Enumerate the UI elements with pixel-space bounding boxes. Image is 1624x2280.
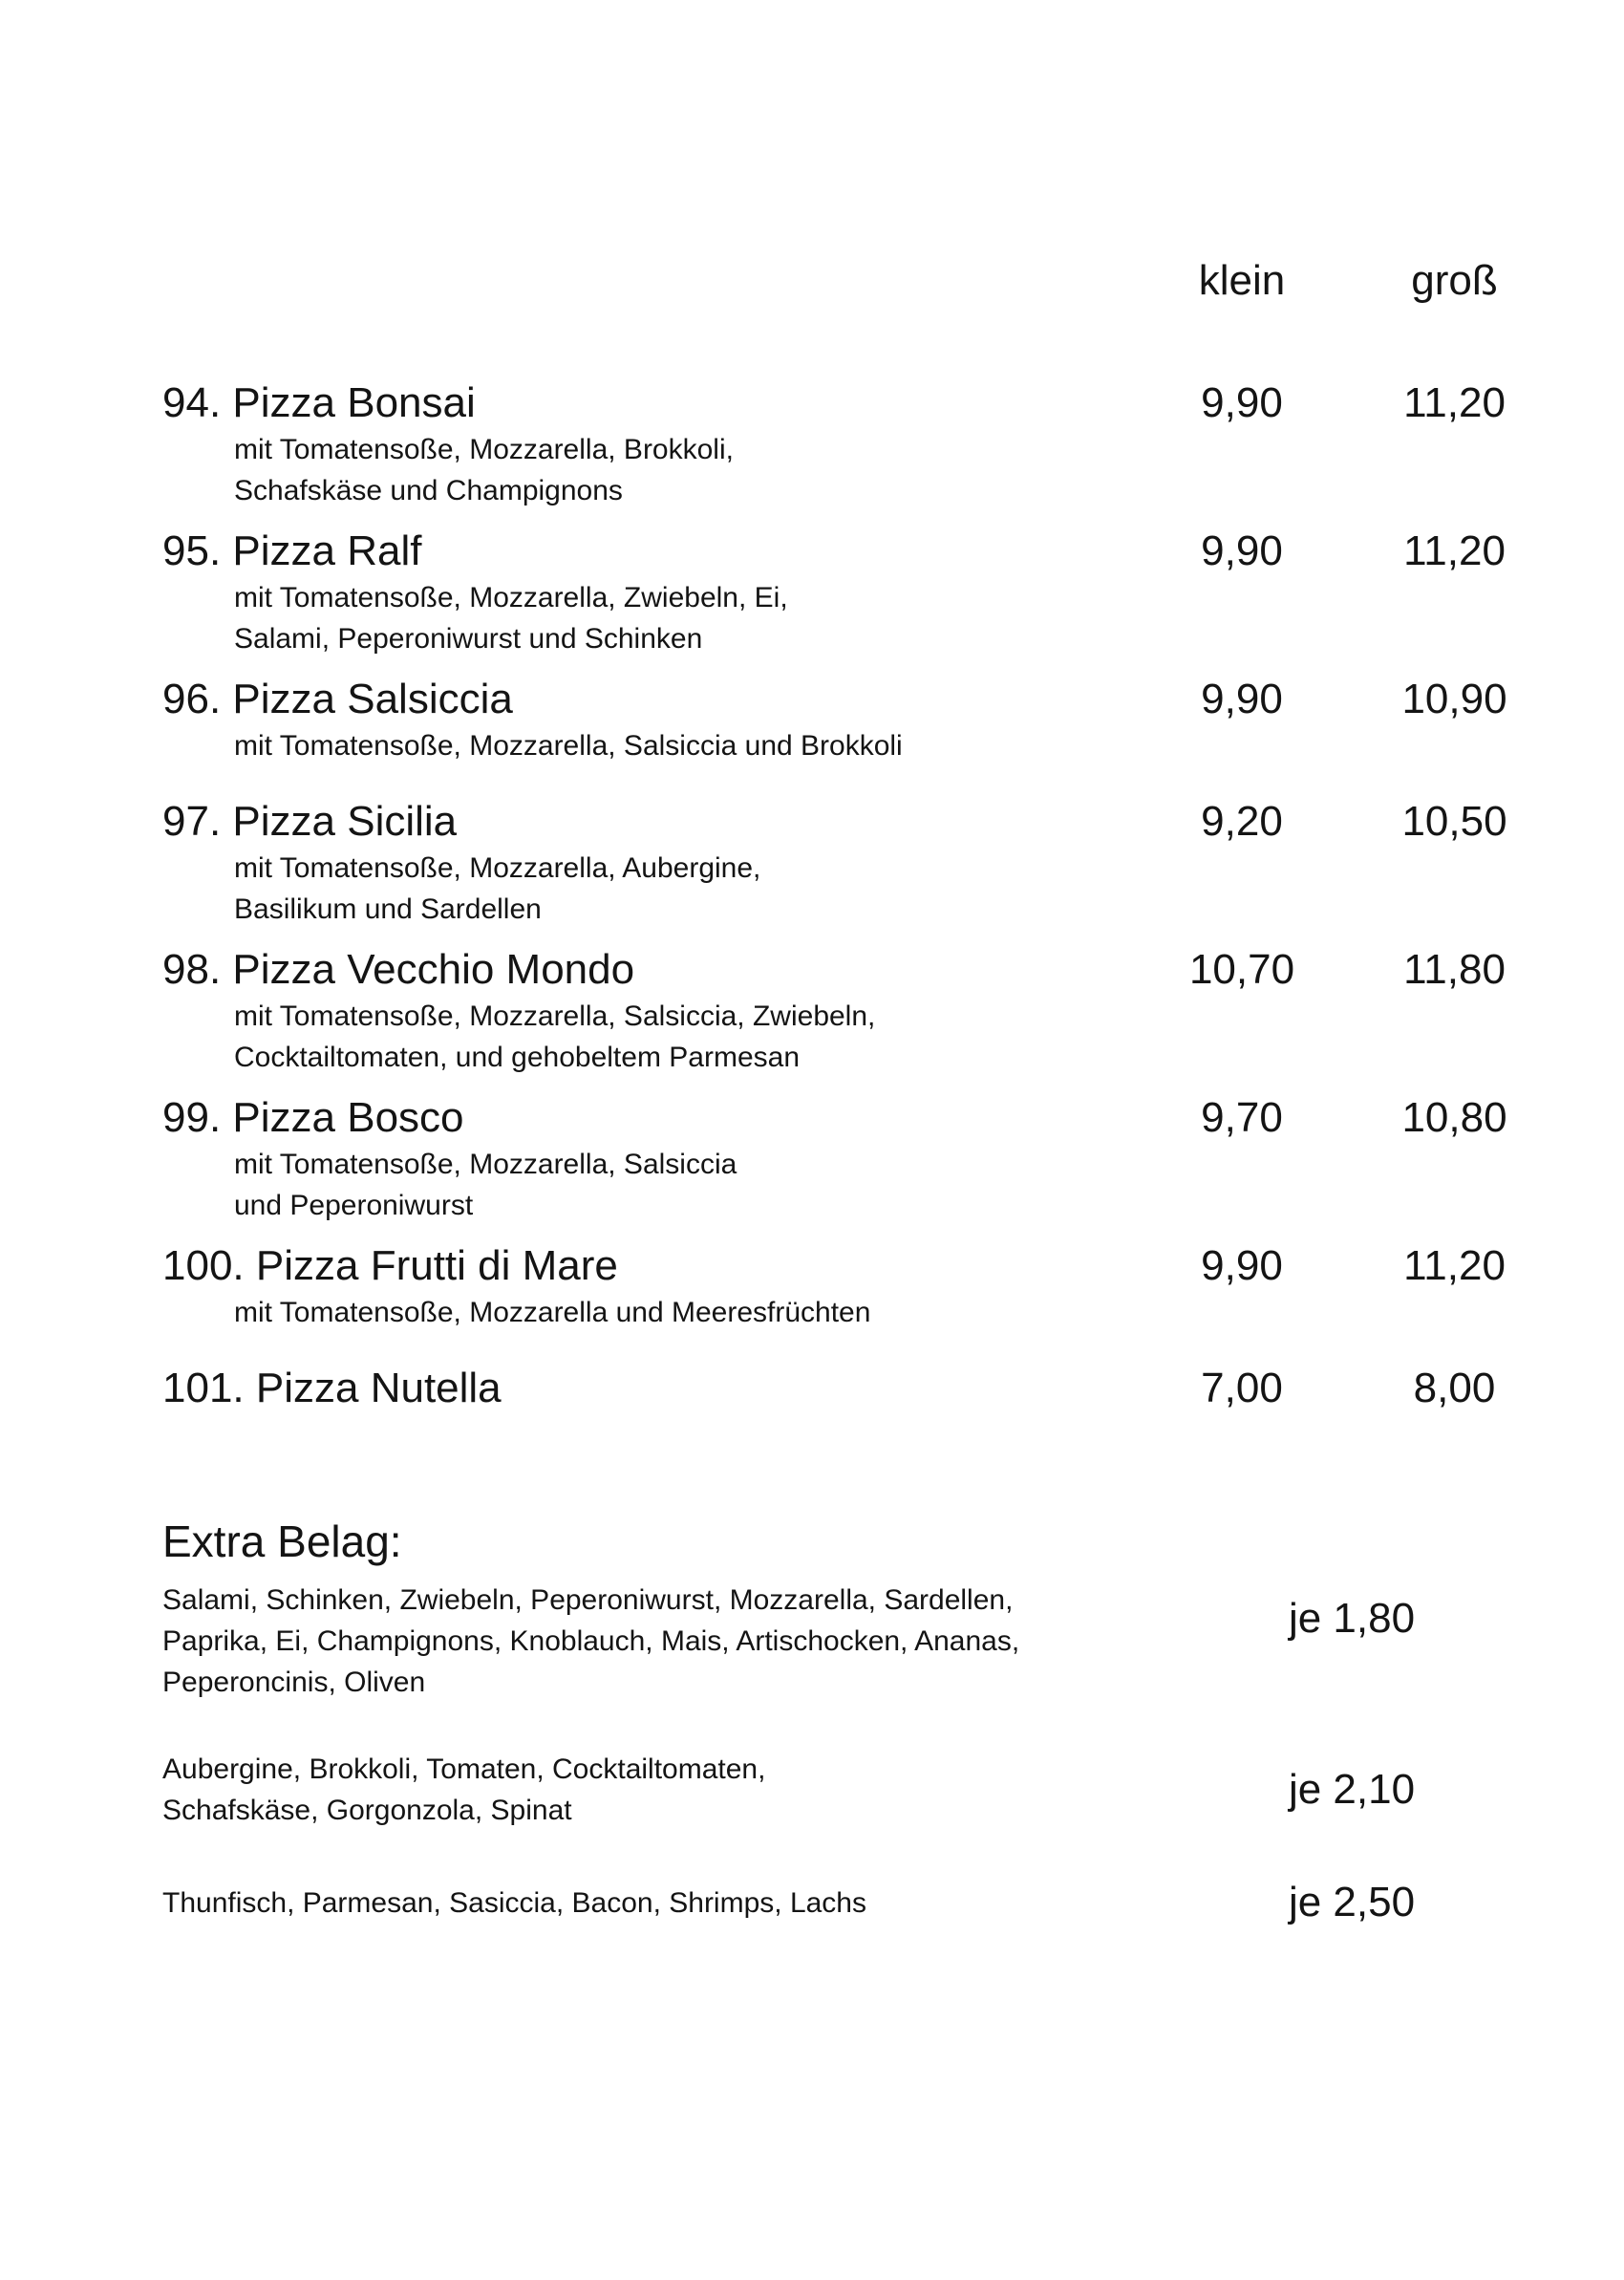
menu-item-95 (162, 526, 1557, 659)
item-price-small: 9,90 (1201, 676, 1283, 722)
item-number: 100. (162, 1242, 245, 1289)
extras-section (162, 1513, 1557, 1928)
item-price-large: 10,50 (1401, 798, 1507, 845)
description-line: mit Tomatensoße, Mozzarella, Aubergine, (234, 852, 761, 884)
description-line: mit Tomatensoße, Mozzarella, Brokkoli, (234, 434, 734, 465)
item-title (162, 796, 1132, 848)
extras-ingredient-list (162, 1749, 1242, 1831)
item-price-large: 8,00 (1413, 1365, 1496, 1411)
menu-item-99 (162, 1092, 1557, 1226)
extras-line: Paprika, Ei, Champignons, Knoblauch, Mais, Artischocken, Ananas, (162, 1625, 1020, 1657)
item-name: Pizza Frutti di Mare (255, 1242, 618, 1289)
item-row (162, 1240, 1557, 1292)
item-number: 98. (162, 946, 222, 993)
item-number: 99. (162, 1094, 222, 1141)
item-title (162, 944, 1132, 996)
item-price-large: 11,20 (1403, 1242, 1506, 1289)
item-title (162, 526, 1132, 577)
menu-item-101 (162, 1363, 1557, 1414)
description-line: Cocktailtomaten, und gehobeltem Parmesan (234, 1042, 801, 1073)
item-number: 95. (162, 527, 222, 574)
item-number: 97. (162, 798, 222, 845)
extras-price: je 1,80 (1288, 1595, 1416, 1642)
extras-group-2 (162, 1749, 1557, 1831)
item-row (162, 944, 1557, 996)
item-price-large: 11,20 (1403, 379, 1506, 426)
item-number: 101. (162, 1365, 245, 1411)
description-line: Basilikum und Sardellen (234, 893, 542, 925)
item-title (162, 1363, 1132, 1414)
item-name: Pizza Nutella (255, 1365, 502, 1411)
description-line: mit Tomatensoße, Mozzarella, Zwiebeln, Ei, (234, 582, 788, 613)
item-price-large: 10,90 (1401, 676, 1507, 722)
extras-ingredient-list (162, 1580, 1242, 1703)
description-line: mit Tomatensoße, Mozzarella, Salsiccia, Zwiebeln, (234, 1000, 876, 1032)
item-price-small: 9,70 (1201, 1094, 1283, 1141)
item-row (162, 377, 1557, 429)
item-price-small: 9,20 (1201, 798, 1283, 845)
item-description (162, 429, 1557, 511)
description-line: Salami, Peperoniwurst und Schinken (234, 623, 703, 655)
item-name: Pizza Bosco (232, 1094, 464, 1141)
item-name: Pizza Sicilia (232, 798, 458, 845)
extras-line: Salami, Schinken, Zwiebeln, Peperoniwurst, Mozzarella, Sardellen, (162, 1584, 1014, 1616)
item-row (162, 796, 1557, 848)
item-description (162, 848, 1557, 930)
column-header-large: groß (1411, 257, 1498, 304)
item-price-large: 11,20 (1403, 527, 1506, 574)
extras-line: Thunfisch, Parmesan, Sasiccia, Bacon, Shrimps, Lachs (162, 1886, 866, 1919)
item-number: 96. (162, 676, 222, 722)
extras-price: je 2,10 (1288, 1766, 1416, 1813)
menu-item-96 (162, 674, 1557, 766)
item-description (162, 996, 1557, 1078)
item-row (162, 1363, 1557, 1414)
item-row (162, 526, 1557, 577)
item-description (162, 725, 1557, 766)
item-name: Pizza Salsiccia (232, 676, 513, 722)
item-title (162, 1240, 1132, 1292)
menu-item-list (162, 377, 1557, 1414)
item-row (162, 674, 1557, 725)
extras-heading: Extra Belag: (162, 1516, 402, 1566)
extras-group-1 (162, 1580, 1557, 1703)
menu-item-97 (162, 796, 1557, 930)
extras-line: Peperoncinis, Oliven (162, 1667, 426, 1698)
extras-line: Aubergine, Brokkoli, Tomaten, Cocktailtomaten, (162, 1753, 766, 1785)
description-line: mit Tomatensoße, Mozzarella und Meeresfrüchten (234, 1297, 871, 1328)
description-line: und Peperoniwurst (234, 1190, 474, 1221)
item-price-small: 9,90 (1201, 527, 1283, 574)
item-price-small: 9,90 (1201, 379, 1283, 426)
column-header-small: klein (1198, 257, 1286, 304)
item-title (162, 377, 1132, 429)
description-line: Schafskäse und Champignons (234, 475, 623, 506)
price-column-headers (162, 257, 1557, 305)
item-title (162, 674, 1132, 725)
extras-line: Schafskäse, Gorgonzola, Spinat (162, 1795, 572, 1826)
item-price-small: 10,70 (1188, 946, 1295, 993)
menu-item-100 (162, 1240, 1557, 1333)
item-name: Pizza Vecchio Mondo (232, 946, 635, 993)
item-name: Pizza Ralf (232, 527, 422, 574)
item-price-small: 7,00 (1201, 1365, 1283, 1411)
item-price-small: 9,90 (1201, 1242, 1283, 1289)
item-name: Pizza Bonsai (232, 379, 476, 426)
item-row (162, 1092, 1557, 1144)
menu-item-94 (162, 377, 1557, 511)
menu-item-98 (162, 944, 1557, 1078)
description-line: mit Tomatensoße, Mozzarella, Salsiccia (234, 1149, 737, 1180)
item-title (162, 1092, 1132, 1144)
extras-ingredient-list (162, 1882, 1242, 1924)
item-description (162, 1292, 1557, 1333)
item-price-large: 10,80 (1401, 1094, 1507, 1141)
item-description (162, 1144, 1557, 1226)
extras-group-3 (162, 1877, 1557, 1928)
item-number: 94. (162, 379, 222, 426)
extras-price: je 2,50 (1288, 1879, 1416, 1925)
description-line: mit Tomatensoße, Mozzarella, Salsiccia und Brokkoli (234, 730, 903, 762)
item-price-large: 11,80 (1403, 946, 1506, 993)
item-description (162, 577, 1557, 659)
